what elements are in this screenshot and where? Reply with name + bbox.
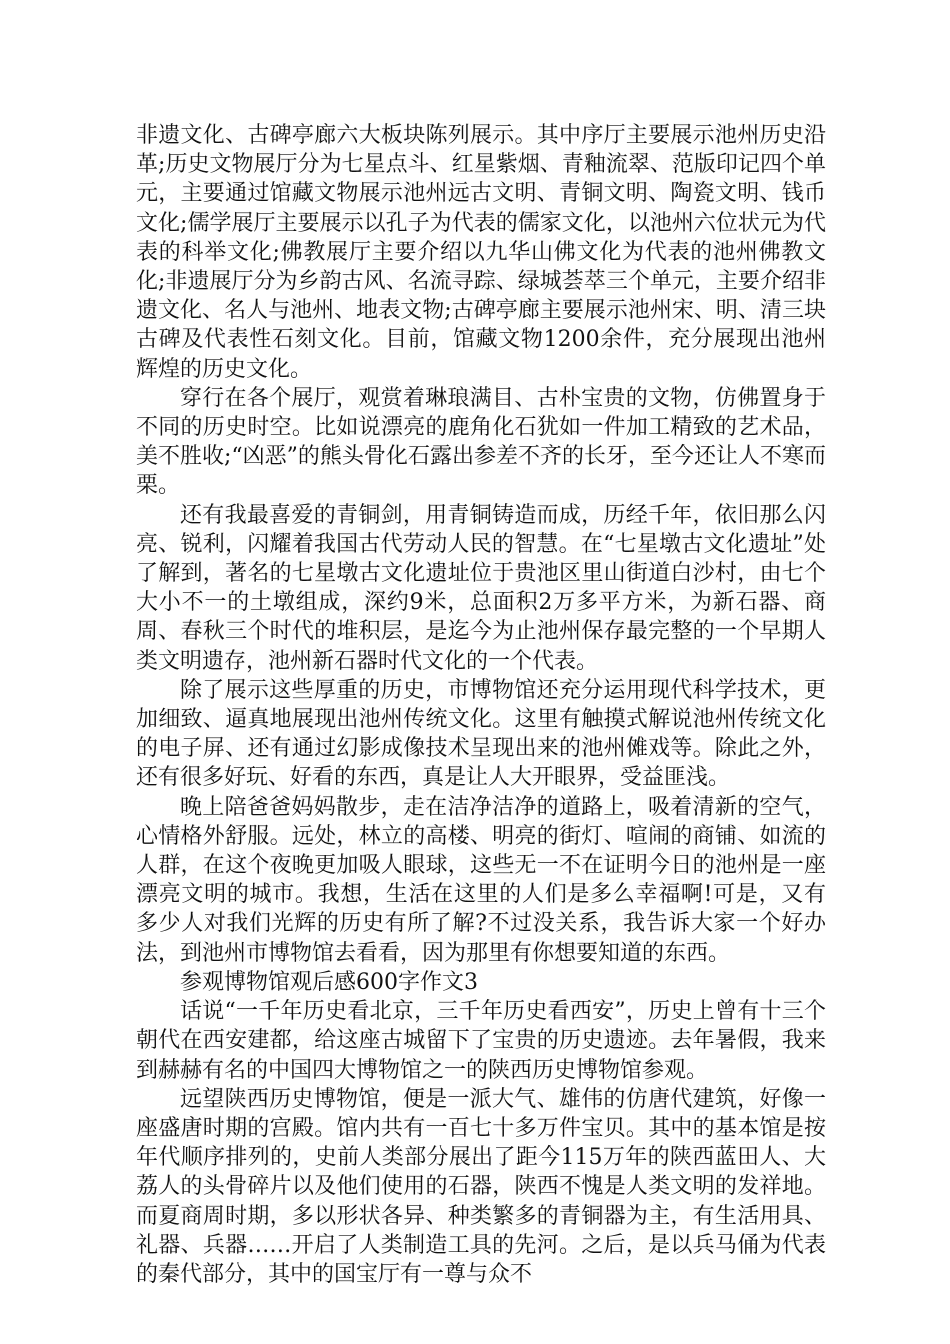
paragraph-shaanxi-museum: 远望陕西历史博物馆，便是一派大气、雄伟的仿唐代建筑，好像一座盛唐时期的宫殿。馆内共有一百七十多万件宝贝。其中的基本馆是按年代顺序排列的，史前人类部分展出了距今115万年的陕西蓝田人、大荔人的头骨碎片以及他们使用的石器，陕西不愧是人类文明的发祥地。而夏商周时期，多以形状各异、种类繁多的青铜器为主，有生活用具、礼器、兵器……开启了人类制造工具的先河。之后，是以兵马俑为代表的秦代部分，其中的国宝厅有一尊与众不 [136,1086,826,1287]
paragraph-modern-technology: 除了展示这些厚重的历史，市博物馆还充分运用现代科学技术，更加细致、逼真地展现出池州传统文化。这里有触摸式解说池州传统文化的电子屏、还有通过幻影成像技术呈现出来的池州傩戏等。除此之外，还有很多好玩、好看的东西，真是让人大开眼界，受益匪浅。 [136,677,826,791]
section-title: 参观博物馆观后感600字作文3 [180,969,478,995]
paragraph-exhibition-halls: 穿行在各个展厅，观赏着琳琅满目、古朴宝贵的文物，仿佛置身于不同的历史时空。比如说漂亮的鹿角化石犹如一件加工精致的艺术品，美不胜收;“凶恶”的熊头骨化石露出参差不齐的长牙，至今还让人不寒而栗。 [136,385,826,499]
paragraph-exhibit-overview: 非遗文化、古碑亭廊六大板块陈列展示。其中序厅主要展示池州历史沿革;历史文物展厅分为七星点斗、红星紫烟、青釉流翠、范版印记四个单元，主要通过馆藏文物展示池州远古文明、青铜文明、陶瓷文明、钱币文化;儒学展厅主要展示以孔子为代表的儒家文化，以池州六位状元为代表的科举文化;佛教展厅主要介绍以九华山佛文化为代表的池州佛教文化;非遗展厅分为乡韵古风、名流寻踪、绿城荟萃三个单元，主要介绍非遗文化、名人与池州、地表文物;古碑亭廊主要展示池州宋、明、清三块古碑及代表性石刻文化。目前，馆藏文物1200余件，充分展现出池州辉煌的历史文化。 [136,123,826,382]
paragraph-evening-walk: 晚上陪爸爸妈妈散步，走在洁净洁净的道路上，吸着清新的空气，心情格外舒服。远处，林立的高楼、明亮的街灯、喧闹的商铺、如流的人群，在这个夜晚更加吸人眼球，这些无一不在证明今日的池州是一座漂亮文明的城市。我想，生活在这里的人们是多么幸福啊!可是，又有多少人对我们光辉的历史有所了解?不过没关系，我告诉大家一个好办法，到池州市博物馆去看看，因为那里有你想要知道的东西。 [136,794,826,966]
paragraph-bronze-sword: 还有我最喜爱的青铜剑，用青铜铸造而成，历经千年，依旧那么闪亮、锐利，闪耀着我国古代劳动人民的智慧。在“七星墩古文化遗址”处了解到，著名的七星墩古文化遗址位于贵池区里山街道白沙村，由七个大小不一的土墩组成，深约9米，总面积2万多平方米，为新石器、商周、春秋三个时代的堆积层，是迄今为止池州保存最完整的一个早期人类文明遗存，池州新石器时代文化的一个代表。 [136,502,826,674]
paragraph-xian-intro: 话说“一千年历史看北京，三千年历史看西安”，历史上曾有十三个朝代在西安建都，给这座古城留下了宝贵的历史遗迹。去年暑假，我来到赫赫有名的中国四大博物馆之一的陕西历史博物馆参观。 [136,999,826,1083]
document-body [136,121,826,1289]
